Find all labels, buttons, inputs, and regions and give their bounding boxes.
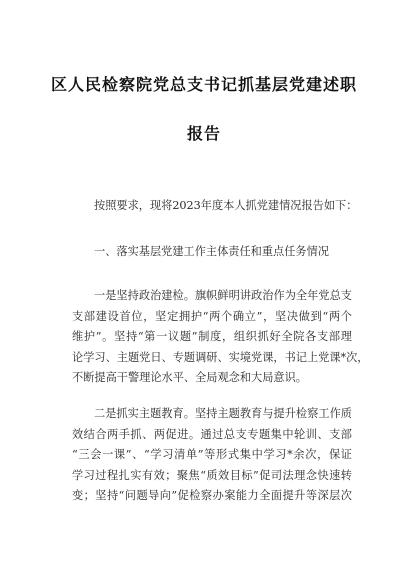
paragraph-political-building bbox=[72, 286, 369, 389]
section-heading bbox=[94, 242, 374, 263]
paragraph-line: “三会一课”、“学习清单”等形式集中学习*余次，保证 bbox=[72, 448, 352, 461]
paragraph-line: 维护”。坚持“第一议题”制度，组织抓好全院各支部理 bbox=[72, 330, 352, 343]
paragraph-line: 一是坚持政治建检。旗帜鲜明讲政治作为全年党总支 bbox=[94, 289, 352, 302]
intro-paragraph bbox=[94, 196, 374, 217]
document-title-line-1: 区人民检察院党总支书记抓基层党建述职 bbox=[50, 75, 357, 94]
paragraph-theme-education bbox=[72, 404, 352, 507]
paragraph-line: 二是抓实主题教育。坚持主题教育与提升检察工作质 bbox=[94, 407, 352, 420]
paragraph-line: 论学习、主题党日、专题调研、实境党课，书记上党课*次， bbox=[72, 350, 369, 364]
paragraph-line: 支部建设首位，坚定拥护“两个确立”，坚决做到“两个 bbox=[72, 309, 352, 323]
paragraph-line: 效结合两手抓、两促进。通过总支专题集中轮训、支部 bbox=[72, 427, 352, 441]
document-title-line-2: 报告 bbox=[186, 124, 221, 143]
paragraph-line: 变；坚持“问题导向”促检察办案能力全面提升等深层次 bbox=[72, 489, 352, 502]
intro-line: 按照要求，现将2023年度本人抓党建情况报告如下： bbox=[94, 199, 358, 212]
paragraph-line: 不断提高干警理论水平、全局观念和大局意识。 bbox=[72, 371, 307, 384]
paragraph-line: 学习过程扎实有效；聚焦“质效目标”促司法理念快速转 bbox=[72, 468, 352, 482]
section-heading-text: 一、落实基层党建工作主体责任和重点任务情况 bbox=[94, 245, 329, 258]
